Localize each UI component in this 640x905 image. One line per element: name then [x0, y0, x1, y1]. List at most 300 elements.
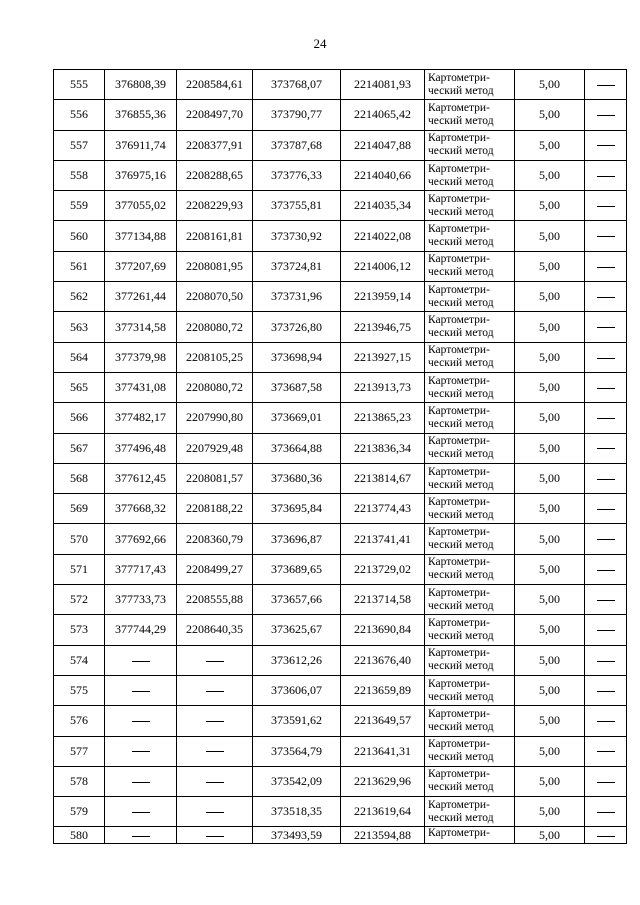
- cell-x2: 373790,77: [253, 100, 341, 130]
- dash-mark: [206, 661, 224, 662]
- cell-y2: 2214006,12: [341, 251, 425, 281]
- cell-y1: 2208070,50: [177, 282, 253, 312]
- cell-method: [425, 433, 515, 463]
- table-row: [54, 675, 627, 705]
- method-line2: ческий метод: [428, 114, 494, 127]
- cell-x1: 377744,29: [105, 615, 177, 645]
- cell-x2: 373625,67: [253, 615, 341, 645]
- cell-x1: 377134,88: [105, 221, 177, 251]
- cell-accuracy: 5,00: [515, 736, 585, 766]
- method-line1: Картометри-: [428, 465, 490, 478]
- cell-method: [425, 706, 515, 736]
- method-line1: Картометри-: [428, 344, 490, 357]
- dash-mark: [597, 388, 615, 389]
- cell-note: [585, 70, 627, 100]
- dash-mark: [206, 691, 224, 692]
- cell-method: [425, 130, 515, 160]
- cell-method: [425, 645, 515, 675]
- cell-y2: 2214022,08: [341, 221, 425, 251]
- table-body: [54, 70, 627, 844]
- cell-x1: [105, 675, 177, 705]
- cell-x1: 376911,74: [105, 130, 177, 160]
- dash-mark: [132, 836, 150, 837]
- cell-method: [425, 100, 515, 130]
- cell-n: 578: [54, 766, 105, 796]
- method-line1: Картометри-: [428, 223, 490, 236]
- table-row: [54, 585, 627, 615]
- method-line2: ческий метод: [428, 236, 494, 249]
- cell-y2: 2213641,31: [341, 736, 425, 766]
- cell-n: 570: [54, 524, 105, 554]
- table-row: [54, 342, 627, 372]
- dash-mark: [132, 751, 150, 752]
- cell-note: [585, 463, 627, 493]
- dash-mark: [597, 448, 615, 449]
- cell-x1: [105, 766, 177, 796]
- cell-x1: 377612,45: [105, 463, 177, 493]
- method-line2: ческий метод: [428, 751, 494, 764]
- cell-note: [585, 615, 627, 645]
- dash-mark: [206, 812, 224, 813]
- coordinates-table: [53, 69, 627, 844]
- table-row: [54, 282, 627, 312]
- cell-x2: 373689,65: [253, 554, 341, 584]
- cell-y1: 2208640,35: [177, 615, 253, 645]
- dash-mark: [597, 236, 615, 237]
- method-line1: Картометри-: [428, 495, 490, 508]
- cell-x1: 377733,73: [105, 585, 177, 615]
- cell-n: 561: [54, 251, 105, 281]
- cell-y2: 2213690,84: [341, 615, 425, 645]
- method-line1: Картометри-: [428, 314, 490, 327]
- method-line1: Картометри-: [428, 283, 490, 296]
- method-line1: Картометри-: [428, 374, 490, 387]
- cell-accuracy: 5,00: [515, 494, 585, 524]
- method-line1: Картометри-: [428, 738, 490, 751]
- cell-x1: 377431,08: [105, 372, 177, 402]
- cell-y1: 2208081,95: [177, 251, 253, 281]
- dash-mark: [597, 630, 615, 631]
- cell-accuracy: 5,00: [515, 251, 585, 281]
- method-line2: ческий метод: [428, 629, 494, 642]
- dash-mark: [597, 267, 615, 268]
- cell-x1: 376975,16: [105, 160, 177, 190]
- cell-n: 571: [54, 554, 105, 584]
- cell-note: [585, 342, 627, 372]
- cell-note: [585, 403, 627, 433]
- cell-method: [425, 675, 515, 705]
- cell-x2: 373698,94: [253, 342, 341, 372]
- cell-accuracy: 5,00: [515, 766, 585, 796]
- table-row: [54, 524, 627, 554]
- cell-x2: 373695,84: [253, 494, 341, 524]
- cell-n: 563: [54, 312, 105, 342]
- table-row: [54, 645, 627, 675]
- cell-y1: [177, 736, 253, 766]
- cell-x1: [105, 797, 177, 827]
- cell-y1: 2208105,25: [177, 342, 253, 372]
- cell-y1: 2208360,79: [177, 524, 253, 554]
- method-line1: Картометри-: [428, 162, 490, 175]
- method-line2: ческий метод: [428, 660, 494, 673]
- cell-accuracy: 5,00: [515, 433, 585, 463]
- method-line1: Картометри-: [428, 132, 490, 145]
- cell-accuracy: 5,00: [515, 312, 585, 342]
- cell-accuracy: 5,00: [515, 191, 585, 221]
- cell-accuracy: 5,00: [515, 797, 585, 827]
- cell-note: [585, 494, 627, 524]
- method-line2: ческий метод: [428, 720, 494, 733]
- table-row: [54, 827, 627, 844]
- cell-method: [425, 221, 515, 251]
- method-line2: ческий метод: [428, 387, 494, 400]
- cell-method: [425, 554, 515, 584]
- cell-method: [425, 797, 515, 827]
- table-row: [54, 554, 627, 584]
- cell-n: 557: [54, 130, 105, 160]
- table-row: [54, 191, 627, 221]
- dash-mark: [597, 85, 615, 86]
- cell-x1: 377482,17: [105, 403, 177, 433]
- cell-method: [425, 615, 515, 645]
- table-row: [54, 100, 627, 130]
- cell-y2: 2213836,34: [341, 433, 425, 463]
- cell-note: [585, 585, 627, 615]
- cell-method: [425, 251, 515, 281]
- cell-note: [585, 433, 627, 463]
- cell-x2: 373612,26: [253, 645, 341, 675]
- cell-note: [585, 706, 627, 736]
- cell-x2: 373591,62: [253, 706, 341, 736]
- cell-n: 577: [54, 736, 105, 766]
- method-line2: ческий метод: [428, 357, 494, 370]
- cell-x2: 373724,81: [253, 251, 341, 281]
- cell-y2: 2213959,14: [341, 282, 425, 312]
- table-row: [54, 130, 627, 160]
- cell-x2: 373687,58: [253, 372, 341, 402]
- cell-n: 556: [54, 100, 105, 130]
- cell-accuracy: 5,00: [515, 463, 585, 493]
- cell-accuracy: 5,00: [515, 524, 585, 554]
- cell-y2: 2213676,40: [341, 645, 425, 675]
- method-line2: ческий метод: [428, 417, 494, 430]
- method-line2: ческий метод: [428, 508, 494, 521]
- table-row: [54, 797, 627, 827]
- cell-note: [585, 524, 627, 554]
- method-line2: ческий метод: [428, 599, 494, 612]
- cell-x1: 377055,02: [105, 191, 177, 221]
- cell-method: [425, 312, 515, 342]
- cell-accuracy: 5,00: [515, 342, 585, 372]
- cell-method: [425, 494, 515, 524]
- cell-method: [425, 766, 515, 796]
- cell-y2: 2213714,58: [341, 585, 425, 615]
- cell-y1: 2208229,93: [177, 191, 253, 221]
- cell-y1: [177, 706, 253, 736]
- cell-x2: 373664,88: [253, 433, 341, 463]
- method-line2: ческий метод: [428, 811, 494, 824]
- table-row: [54, 372, 627, 402]
- dash-mark: [597, 145, 615, 146]
- cell-y2: 2213814,67: [341, 463, 425, 493]
- cell-y1: 2208080,72: [177, 312, 253, 342]
- cell-y1: 2208288,65: [177, 160, 253, 190]
- method-line2: ческий метод: [428, 327, 494, 340]
- cell-note: [585, 191, 627, 221]
- cell-note: [585, 282, 627, 312]
- cell-method: [425, 736, 515, 766]
- cell-x1: [105, 736, 177, 766]
- cell-x2: 373518,35: [253, 797, 341, 827]
- cell-note: [585, 372, 627, 402]
- cell-accuracy: 5,00: [515, 585, 585, 615]
- cell-x1: 377668,32: [105, 494, 177, 524]
- dash-mark: [597, 721, 615, 722]
- method-line1: Картометри-: [428, 768, 490, 781]
- cell-x2: 373606,07: [253, 675, 341, 705]
- cell-n: 555: [54, 70, 105, 100]
- cell-x2: 373680,36: [253, 463, 341, 493]
- cell-x1: 377692,66: [105, 524, 177, 554]
- cell-x1: 377496,48: [105, 433, 177, 463]
- cell-x1: 377314,58: [105, 312, 177, 342]
- cell-y1: [177, 675, 253, 705]
- cell-x1: 377717,43: [105, 554, 177, 584]
- cell-accuracy: 5,00: [515, 403, 585, 433]
- cell-y2: 2214047,88: [341, 130, 425, 160]
- method-line1: Картометри-: [428, 192, 490, 205]
- method-line1: Картометри-: [428, 556, 490, 569]
- table-row: [54, 615, 627, 645]
- cell-accuracy: 5,00: [515, 372, 585, 402]
- cell-n: 567: [54, 433, 105, 463]
- dash-mark: [206, 782, 224, 783]
- method-line1: Картометри-: [428, 616, 490, 629]
- method-line2: ческий метод: [428, 539, 494, 552]
- cell-y2: 2214040,66: [341, 160, 425, 190]
- cell-y2: 2213629,96: [341, 766, 425, 796]
- table-row: [54, 463, 627, 493]
- cell-accuracy: 5,00: [515, 100, 585, 130]
- dash-mark: [597, 751, 615, 752]
- cell-y1: 2208584,61: [177, 70, 253, 100]
- cell-x1: [105, 706, 177, 736]
- cell-x2: 373755,81: [253, 191, 341, 221]
- cell-y2: 2213927,15: [341, 342, 425, 372]
- method-line1: Картометри-: [428, 71, 490, 84]
- cell-method: Картометри-: [425, 827, 515, 844]
- cell-n: 580: [54, 827, 105, 844]
- cell-note: [585, 797, 627, 827]
- dash-mark: [597, 176, 615, 177]
- cell-y1: 2208555,88: [177, 585, 253, 615]
- cell-x2: 373776,33: [253, 160, 341, 190]
- cell-n: 564: [54, 342, 105, 372]
- dash-mark: [597, 782, 615, 783]
- cell-accuracy: 5,00: [515, 221, 585, 251]
- dash-mark: [597, 206, 615, 207]
- cell-y2: 2213729,02: [341, 554, 425, 584]
- cell-method: [425, 403, 515, 433]
- dash-mark: [597, 539, 615, 540]
- method-line2: ческий метод: [428, 175, 494, 188]
- method-line1: Картометри-: [428, 435, 490, 448]
- cell-y2: 2214081,93: [341, 70, 425, 100]
- cell-y1: [177, 766, 253, 796]
- table-row: [54, 433, 627, 463]
- method-line2: ческий метод: [428, 569, 494, 582]
- cell-x1: [105, 827, 177, 844]
- dash-mark: [132, 812, 150, 813]
- method-line2: ческий метод: [428, 84, 494, 97]
- cell-n: 568: [54, 463, 105, 493]
- dash-mark: [206, 836, 224, 837]
- cell-note: [585, 645, 627, 675]
- page-number: 24: [313, 36, 327, 51]
- cell-x1: 376808,39: [105, 70, 177, 100]
- cell-y2: 2214065,42: [341, 100, 425, 130]
- cell-y1: [177, 797, 253, 827]
- cell-n: 562: [54, 282, 105, 312]
- cell-note: [585, 554, 627, 584]
- cell-y2: 2213619,64: [341, 797, 425, 827]
- dash-mark: [597, 661, 615, 662]
- cell-y1: [177, 827, 253, 844]
- cell-y1: 2208499,27: [177, 554, 253, 584]
- cell-x2: 373768,07: [253, 70, 341, 100]
- method-line2: ческий метод: [428, 296, 494, 309]
- dash-mark: [206, 721, 224, 722]
- method-line1: Картометри-: [428, 404, 490, 417]
- cell-n: 558: [54, 160, 105, 190]
- dash-mark: [597, 509, 615, 510]
- cell-y2: 2213649,57: [341, 706, 425, 736]
- cell-method: [425, 191, 515, 221]
- cell-accuracy: 5,00: [515, 130, 585, 160]
- cell-accuracy: 5,00: [515, 675, 585, 705]
- table-row: [54, 70, 627, 100]
- table-row: [54, 312, 627, 342]
- cell-y2: 2214035,34: [341, 191, 425, 221]
- table-row: [54, 766, 627, 796]
- method-line1: Картометри-: [428, 707, 490, 720]
- cell-x1: 377379,98: [105, 342, 177, 372]
- cell-method: [425, 524, 515, 554]
- cell-note: [585, 251, 627, 281]
- cell-n: 575: [54, 675, 105, 705]
- dash-mark: [132, 691, 150, 692]
- cell-accuracy: 5,00: [515, 706, 585, 736]
- cell-y2: 2213594,88: [341, 827, 425, 844]
- cell-n: 559: [54, 191, 105, 221]
- cell-method: [425, 585, 515, 615]
- method-line1: Картометри-: [428, 526, 490, 539]
- cell-method: [425, 463, 515, 493]
- cell-note: [585, 160, 627, 190]
- cell-y1: 2208497,70: [177, 100, 253, 130]
- cell-x2: 373669,01: [253, 403, 341, 433]
- cell-note: [585, 130, 627, 160]
- cell-accuracy: 5,00: [515, 554, 585, 584]
- method-line1: Картометри-: [428, 647, 490, 660]
- dash-mark: [132, 782, 150, 783]
- cell-note: [585, 312, 627, 342]
- cell-note: [585, 766, 627, 796]
- table-row: [54, 160, 627, 190]
- cell-accuracy: 5,00: [515, 827, 585, 844]
- cell-method: [425, 342, 515, 372]
- table-row: [54, 494, 627, 524]
- method-line1: Картометри-: [428, 677, 490, 690]
- table-row: [54, 736, 627, 766]
- cell-note: [585, 827, 627, 844]
- cell-x1: 376855,36: [105, 100, 177, 130]
- method-line2: ческий метод: [428, 781, 494, 794]
- cell-y1: 2207990,80: [177, 403, 253, 433]
- table-row: [54, 221, 627, 251]
- cell-n: 565: [54, 372, 105, 402]
- cell-n: 573: [54, 615, 105, 645]
- cell-x1: 377261,44: [105, 282, 177, 312]
- cell-n: 572: [54, 585, 105, 615]
- cell-x2: 373542,09: [253, 766, 341, 796]
- cell-y1: [177, 645, 253, 675]
- method-line1: Картометри-: [428, 586, 490, 599]
- cell-note: [585, 736, 627, 766]
- cell-n: 576: [54, 706, 105, 736]
- dash-mark: [597, 479, 615, 480]
- dash-mark: [597, 691, 615, 692]
- cell-y2: 2213865,23: [341, 403, 425, 433]
- table-row: [54, 251, 627, 281]
- cell-x1: 377207,69: [105, 251, 177, 281]
- cell-accuracy: 5,00: [515, 70, 585, 100]
- cell-n: 560: [54, 221, 105, 251]
- cell-y2: 2213741,41: [341, 524, 425, 554]
- cell-y1: 2208080,72: [177, 372, 253, 402]
- cell-y2: 2213913,73: [341, 372, 425, 402]
- cell-x2: 373731,96: [253, 282, 341, 312]
- table-row: [54, 706, 627, 736]
- method-line1: Картометри-: [428, 101, 490, 114]
- dash-mark: [597, 327, 615, 328]
- cell-y1: 2208081,57: [177, 463, 253, 493]
- dash-mark: [132, 721, 150, 722]
- cell-accuracy: 5,00: [515, 282, 585, 312]
- cell-y1: 2207929,48: [177, 433, 253, 463]
- method-line2: ческий метод: [428, 448, 494, 461]
- dash-mark: [597, 812, 615, 813]
- cell-method: [425, 282, 515, 312]
- dash-mark: [597, 600, 615, 601]
- method-line2: ческий метод: [428, 478, 494, 491]
- cell-x1: [105, 645, 177, 675]
- cell-y1: 2208188,22: [177, 494, 253, 524]
- method-line2: ческий метод: [428, 690, 494, 703]
- cell-n: 566: [54, 403, 105, 433]
- cell-method: [425, 70, 515, 100]
- table-row: [54, 403, 627, 433]
- cell-x2: 373730,92: [253, 221, 341, 251]
- method-line2: ческий метод: [428, 205, 494, 218]
- cell-x2: 373657,66: [253, 585, 341, 615]
- dash-mark: [132, 661, 150, 662]
- cell-n: 579: [54, 797, 105, 827]
- method-line1: Картометри-: [428, 798, 490, 811]
- cell-y1: 2208161,81: [177, 221, 253, 251]
- cell-n: 569: [54, 494, 105, 524]
- dash-mark: [206, 751, 224, 752]
